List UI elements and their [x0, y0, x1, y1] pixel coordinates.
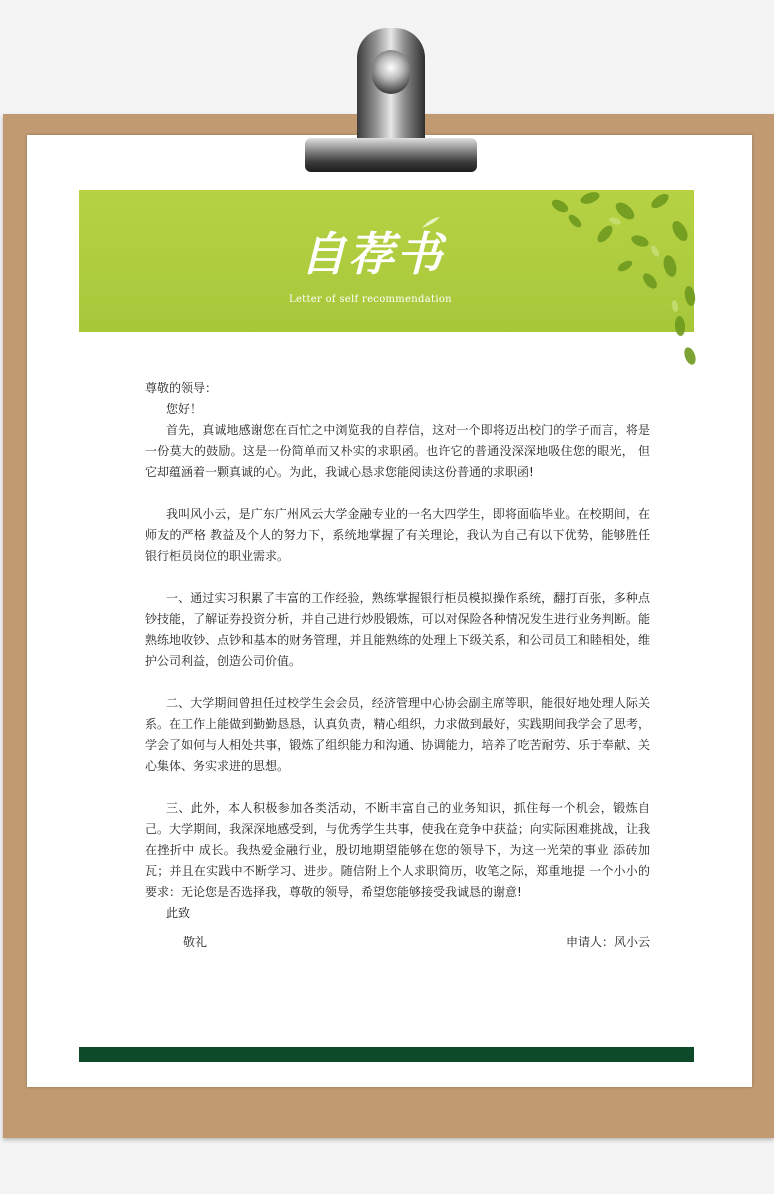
regards: 敬礼 [183, 935, 208, 949]
clip-base [305, 138, 477, 172]
paragraph-point-1: 一、通过实习积累了丰富的工作经验，熟练掌握银行柜员模拟操作系统，翻打百张，多种点钞技能，了解证券投资分析，并自己进行炒股锻炼，可以对保险各种情况发生进行业务判断。能熟练地收钞、点钞和基本的财务管理，并且能熟练的处理上下级关系，和公司员工和睦相处，维护公司利益，创造公司价值。 [145, 591, 650, 668]
paragraph-point-3: 三、此外，本人积极参加各类活动，不断丰富自己的业务知识，抓住每一个机会，锻炼自己。大学期间，我深深地感受到，与优秀学生共事，使我在竞争中获益；向实际困难挑战，让我在挫折中 成长。我热爱金融行业，殷切地期望能够在您的领导下，为这一光荣的事业 添砖加瓦；并且在实践中不断学习、进步。随信附上个人求职简历，收笔之际，郑重地提 一个小小的要求：无论您是否选择我，尊敬的领导，希望您能够接受我诚恳的谢意! [145, 801, 650, 899]
paragraph-point-2: 二、大学期间曾担任过校学生会会员，经济管理中心协会副主席等职，能很好地处理人际关系。在工作上能做到勤勤恳恳，认真负责，精心组织，力求做到最好，实践期间我学会了思考，学会了如何与人相处共事，锻炼了组织能力和沟通、协调能力，培养了吃苦耐劳、乐于奉献、关心集体、务实求进的思想。 [145, 696, 650, 773]
footer-bar [79, 1047, 694, 1062]
banner-subtitle: Letter of self recommendation [289, 294, 452, 305]
closing: 此致 [166, 906, 191, 920]
clip-ring-icon [372, 50, 410, 94]
greeting: 您好！ [166, 402, 203, 416]
banner-title: 自荐书 [300, 227, 444, 281]
salutation: 尊敬的领导： [145, 381, 218, 395]
feather-icon [420, 216, 442, 230]
applicant-signature: 申请人：风小云 [565, 935, 650, 949]
paragraph-background: 我叫风小云，是广东广州风云大学金融专业的一名大四学生，即将面临毕业。在校期间，在师友的严格 教益及个人的努力下，系统地掌握了有关理论，我认为自己有以下优势，能够胜任银行柜员岗位的职业需求。 [145, 507, 650, 563]
letter-body [145, 378, 650, 953]
paragraph-intro: 首先，真诚地感谢您在百忙之中浏览我的自荐信，这对一个即将迈出校门的学子而言，将是一份莫大的鼓励。这是一份简单而又朴实的求职函。也许它的普通没深深地吸住您的眼光， 但它却蕴涵着一颗真诚的心。为此，我诚心恳求您能阅读这份普通的求职函! [145, 423, 650, 479]
leaves-decoration-icon [530, 186, 700, 376]
